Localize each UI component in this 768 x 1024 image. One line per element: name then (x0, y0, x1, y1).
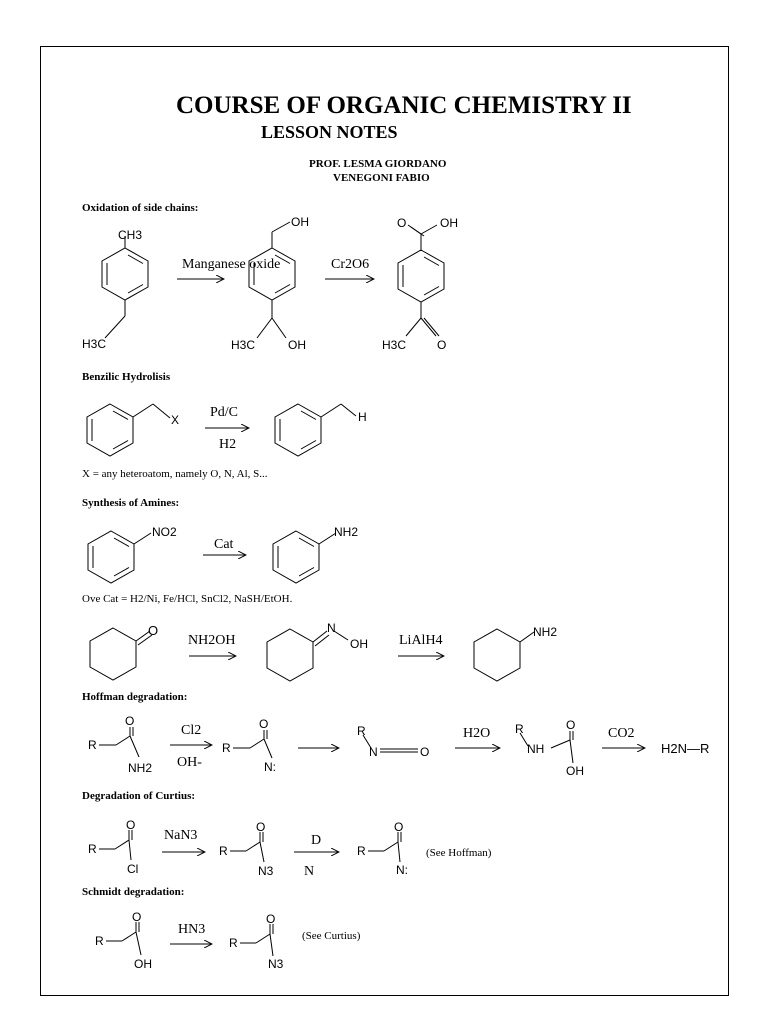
label-h3c: H3C (82, 337, 107, 351)
reagent-nan3: NaN3 (164, 828, 198, 843)
label-r-6: R (219, 844, 228, 858)
acyl-chloride-skeleton (99, 830, 132, 860)
label-oh-acid: OH (440, 216, 458, 230)
label-nh2: NH2 (334, 525, 359, 539)
section-oxidation: Oxidation of side chains: (82, 202, 199, 214)
section-curtius: Degradation of Curtius: (82, 790, 196, 802)
label-o-1: O (125, 714, 135, 728)
page-title: COURSE OF ORGANIC CHEMISTRY II (176, 92, 632, 119)
label-r-7: R (357, 844, 366, 858)
label-oh-carb: OH (566, 764, 584, 778)
label-r-2: R (222, 741, 231, 755)
label-r-4: R (515, 722, 524, 736)
label-o-acid: O (397, 216, 407, 230)
label-nh2-3: NH2 (128, 761, 153, 775)
label-x: X (171, 413, 180, 427)
label-r-8: R (95, 934, 104, 948)
label-o-4: O (126, 818, 136, 832)
label-r-3: R (357, 724, 366, 738)
reagent-hn3: HN3 (178, 922, 206, 937)
reagent-chromium: Cr2O6 (331, 257, 370, 272)
reagent-n: N (304, 864, 315, 879)
page-subtitle: LESSON NOTES (261, 122, 398, 142)
toluene-ring (275, 404, 356, 456)
label-n-dots-2: N: (396, 863, 408, 877)
label-o-ketone: O (437, 338, 447, 352)
carboxylic-acid-skeleton (106, 922, 141, 955)
reagent-co2: CO2 (608, 726, 635, 741)
reagent-d: D (311, 833, 322, 848)
acetylbenzoic-acid-ring (398, 225, 444, 336)
reagent-oh-minus: OH- (177, 755, 202, 770)
reagent-cat: Cat (214, 537, 234, 552)
label-o-5: O (256, 820, 266, 834)
label-o-8: O (266, 912, 276, 926)
label-h2n-r: H2N—R (661, 741, 710, 756)
label-o-ketone-2: O (148, 623, 159, 638)
label-h3c-2: H3C (231, 338, 256, 352)
section-benzilic: Benzilic Hydrolisis (82, 371, 171, 383)
cyclohexanone-ring (90, 628, 152, 680)
section-amines: Synthesis of Amines: (82, 497, 180, 509)
benzyl-x-ring (87, 404, 170, 456)
cyclohexylamine-ring (474, 629, 534, 681)
label-r-1: R (88, 738, 97, 752)
label-nh: NH (527, 742, 545, 756)
label-o-iso: O (420, 745, 430, 759)
label-h: H (358, 410, 367, 424)
acyl-nitrene-skeleton (368, 832, 401, 862)
acyl-azide-skeleton (230, 832, 264, 862)
reagent-pdc: Pd/C (210, 405, 239, 420)
label-oh-top: OH (291, 215, 309, 229)
label-n3: N3 (258, 864, 274, 878)
label-oh-oxime: OH (350, 637, 368, 651)
label-r-9: R (229, 936, 238, 950)
label-n-dots-1: N: (264, 760, 276, 774)
label-cl: Cl (127, 862, 139, 876)
note-amines-cat: Ove Cat = H2/Ni, Fe/HCl, SnCl2, NaSH/EtOH. (82, 593, 293, 605)
reagent-nh2oh: NH2OH (188, 633, 236, 648)
nitrobenzene-ring (88, 531, 151, 583)
label-n-oxime: N (327, 621, 336, 635)
section-hoffman: Hoffman degradation: (82, 691, 188, 703)
label-h3c-3: H3C (382, 338, 407, 352)
diol-intermediate-ring (249, 222, 295, 338)
author-1: PROF. LESMA GIORDANO (309, 158, 447, 170)
schmidt-azide-skeleton (240, 924, 273, 956)
reagent-manganese: Manganese oxide (182, 257, 281, 272)
label-n-iso: N (369, 745, 378, 759)
label-nh2-2: NH2 (533, 625, 558, 639)
label-o-7: O (132, 910, 142, 924)
label-o-3: O (566, 718, 576, 732)
note-see-hoffman: (See Hoffman) (426, 847, 492, 859)
author-2: VENEGONI FABIO (333, 172, 430, 184)
label-ch3: CH3 (118, 228, 143, 242)
nitrene-skeleton (233, 730, 272, 758)
label-r-5: R (88, 842, 97, 856)
label-n3-2: N3 (268, 957, 284, 971)
label-oh-schmidt: OH (134, 957, 152, 971)
label-o-2: O (259, 717, 269, 731)
label-no2: NO2 (152, 525, 177, 539)
reagent-h2o: H2O (463, 726, 491, 741)
label-o-6: O (394, 820, 404, 834)
note-see-curtius: (See Curtius) (302, 930, 361, 942)
note-benzilic-x: X = any heteroatom, namely O, N, Al, S... (82, 468, 268, 480)
reagent-h2: H2 (219, 437, 237, 452)
section-schmidt: Schmidt degradation: (82, 886, 185, 898)
reagent-cl2: Cl2 (181, 723, 202, 738)
oxime-ring (267, 629, 348, 681)
aniline-ring (273, 531, 336, 583)
amide-skeleton (99, 727, 139, 757)
ethyltoluene-ring (102, 236, 148, 338)
label-oh-bottom: OH (288, 338, 306, 352)
reagent-lialh4: LiAlH4 (399, 633, 443, 648)
